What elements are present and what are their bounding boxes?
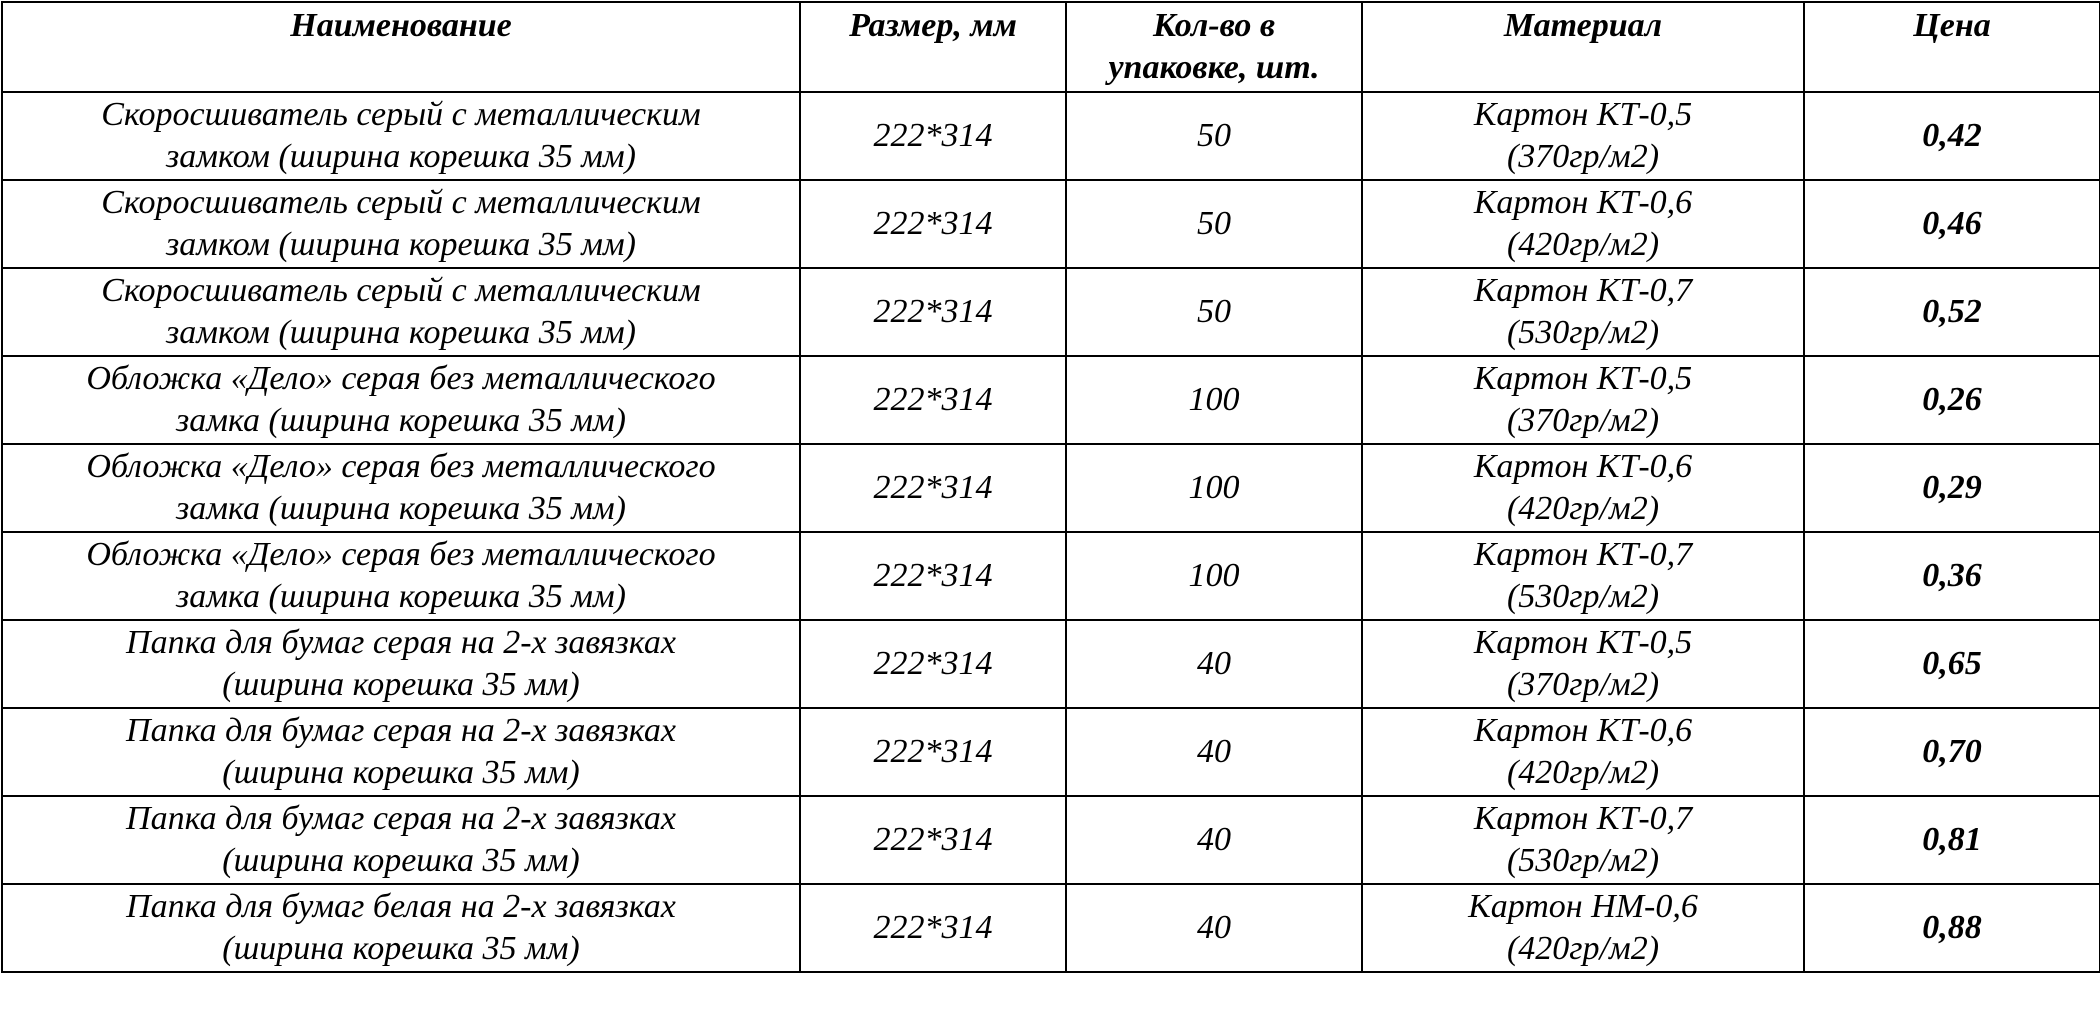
- table-body: [2, 92, 2100, 972]
- price-text: 0,42: [1922, 117, 1982, 154]
- material-line1-text: Картон КТ-0,5: [1473, 96, 1693, 133]
- price-text: 0,88: [1922, 909, 1982, 946]
- qty-cell: [1066, 92, 1362, 180]
- size-text: 222*314: [873, 469, 993, 506]
- table-row: [2, 532, 2100, 620]
- size-text: 222*314: [873, 821, 993, 858]
- qty-text: 100: [1188, 381, 1240, 418]
- table-row: [2, 796, 2100, 884]
- table-row: [2, 620, 2100, 708]
- header-qty-label-line1: Кол-во в: [1152, 7, 1276, 44]
- price-cell: [1804, 444, 2100, 532]
- qty-text: 40: [1197, 733, 1231, 770]
- material-cell: [1362, 620, 1804, 708]
- price-text: 0,52: [1922, 293, 1982, 330]
- price-text: 0,29: [1922, 469, 1982, 506]
- material-cell: [1362, 268, 1804, 356]
- name-cell: [2, 92, 800, 180]
- name-line2-text: замком (ширина корешка 35 мм): [166, 138, 636, 175]
- name-line1-text: Папка для бумаг серая на 2-х завязках: [126, 800, 676, 837]
- qty-cell: [1066, 356, 1362, 444]
- header-price: [1804, 2, 2100, 92]
- name-line1-text: Папка для бумаг серая на 2-х завязках: [126, 712, 676, 749]
- material-line1-text: Картон КТ-0,6: [1473, 184, 1693, 221]
- table-header: [2, 2, 2100, 92]
- size-cell: [800, 884, 1066, 972]
- table-row: [2, 708, 2100, 796]
- name-cell: [2, 356, 800, 444]
- size-cell: [800, 180, 1066, 268]
- price-cell: [1804, 620, 2100, 708]
- name-line2-text: замком (ширина корешка 35 мм): [166, 314, 636, 351]
- name-cell: [2, 620, 800, 708]
- price-cell: [1804, 92, 2100, 180]
- material-line1-text: Картон КТ-0,7: [1473, 272, 1693, 309]
- qty-text: 100: [1188, 557, 1240, 594]
- header-name: [2, 2, 800, 92]
- price-text: 0,26: [1922, 381, 1982, 418]
- qty-cell: [1066, 180, 1362, 268]
- material-cell: [1362, 92, 1804, 180]
- qty-text: 40: [1197, 909, 1231, 946]
- name-line1-text: Обложка «Дело» серая без металлического: [86, 536, 716, 573]
- price-text: 0,81: [1922, 821, 1982, 858]
- material-cell: [1362, 884, 1804, 972]
- qty-text: 50: [1197, 205, 1231, 242]
- table-row: [2, 884, 2100, 972]
- header-size: [800, 2, 1066, 92]
- header-qty: [1066, 2, 1362, 92]
- name-cell: [2, 444, 800, 532]
- table-row: [2, 444, 2100, 532]
- size-text: 222*314: [873, 117, 993, 154]
- size-cell: [800, 796, 1066, 884]
- header-size-label: Размер, мм: [849, 7, 1017, 44]
- price-cell: [1804, 180, 2100, 268]
- name-line1-text: Скоросшиватель серый с металлическим: [101, 96, 701, 133]
- material-line2-text: (420гр/м2): [1506, 930, 1660, 967]
- name-line1-text: Скоросшиватель серый с металлическим: [101, 184, 701, 221]
- qty-text: 40: [1197, 821, 1231, 858]
- qty-text: 100: [1188, 469, 1240, 506]
- qty-text: 40: [1197, 645, 1231, 682]
- name-line1-text: Обложка «Дело» серая без металлического: [86, 448, 716, 485]
- name-line2-text: замка (ширина корешка 35 мм): [175, 490, 627, 527]
- qty-cell: [1066, 268, 1362, 356]
- qty-text: 50: [1197, 117, 1231, 154]
- material-cell: [1362, 444, 1804, 532]
- name-cell: [2, 796, 800, 884]
- name-line1-text: Обложка «Дело» серая без металлического: [86, 360, 716, 397]
- price-table: [1, 1, 2100, 973]
- size-cell: [800, 532, 1066, 620]
- name-line2-text: (ширина корешка 35 мм): [222, 666, 580, 703]
- material-line1-text: Картон КТ-0,6: [1473, 448, 1693, 485]
- size-text: 222*314: [873, 293, 993, 330]
- price-cell: [1804, 532, 2100, 620]
- price-text: 0,70: [1922, 733, 1982, 770]
- price-text: 0,65: [1922, 645, 1982, 682]
- material-line2-text: (370гр/м2): [1506, 666, 1660, 703]
- material-line1-text: Картон КТ-0,5: [1473, 360, 1693, 397]
- qty-cell: [1066, 884, 1362, 972]
- qty-cell: [1066, 796, 1362, 884]
- table-row: [2, 180, 2100, 268]
- material-line2-text: (420гр/м2): [1506, 490, 1660, 527]
- name-line1-text: Папка для бумаг белая на 2-х завязках: [126, 888, 676, 925]
- name-line2-text: (ширина корешка 35 мм): [222, 754, 580, 791]
- header-material: [1362, 2, 1804, 92]
- name-line1-text: Папка для бумаг серая на 2-х завязках: [126, 624, 676, 661]
- material-line2-text: (530гр/м2): [1506, 578, 1660, 615]
- material-cell: [1362, 356, 1804, 444]
- price-text: 0,36: [1922, 557, 1982, 594]
- material-line2-text: (530гр/м2): [1506, 842, 1660, 879]
- size-text: 222*314: [873, 557, 993, 594]
- material-line2-text: (420гр/м2): [1506, 754, 1660, 791]
- header-qty-label-line2: упаковке, шт.: [1108, 49, 1320, 86]
- qty-text: 50: [1197, 293, 1231, 330]
- size-cell: [800, 708, 1066, 796]
- name-line1-text: Скоросшиватель серый с металлическим: [101, 272, 701, 309]
- name-line2-text: замком (ширина корешка 35 мм): [166, 226, 636, 263]
- size-text: 222*314: [873, 645, 993, 682]
- size-text: 222*314: [873, 909, 993, 946]
- material-line2-text: (530гр/м2): [1506, 314, 1660, 351]
- qty-cell: [1066, 532, 1362, 620]
- qty-cell: [1066, 444, 1362, 532]
- name-line2-text: (ширина корешка 35 мм): [222, 930, 580, 967]
- name-cell: [2, 268, 800, 356]
- name-cell: [2, 708, 800, 796]
- name-cell: [2, 180, 800, 268]
- header-name-label: Наименование: [290, 7, 512, 44]
- size-text: 222*314: [873, 733, 993, 770]
- size-cell: [800, 620, 1066, 708]
- material-line2-text: (420гр/м2): [1506, 226, 1660, 263]
- price-cell: [1804, 796, 2100, 884]
- name-cell: [2, 532, 800, 620]
- price-cell: [1804, 884, 2100, 972]
- name-line2-text: замка (ширина корешка 35 мм): [175, 578, 627, 615]
- price-cell: [1804, 708, 2100, 796]
- header-price-label: Цена: [1913, 7, 1991, 44]
- material-line1-text: Картон НМ-0,6: [1468, 888, 1698, 925]
- name-line2-text: (ширина корешка 35 мм): [222, 842, 580, 879]
- size-cell: [800, 444, 1066, 532]
- price-cell: [1804, 356, 2100, 444]
- name-line2-text: замка (ширина корешка 35 мм): [175, 402, 627, 439]
- header-material-label: Материал: [1503, 7, 1663, 44]
- material-line2-text: (370гр/м2): [1506, 138, 1660, 175]
- table-row: [2, 356, 2100, 444]
- material-line1-text: Картон КТ-0,5: [1473, 624, 1693, 661]
- price-text: 0,46: [1922, 205, 1982, 242]
- size-text: 222*314: [873, 205, 993, 242]
- material-line1-text: Картон КТ-0,6: [1473, 712, 1693, 749]
- material-cell: [1362, 708, 1804, 796]
- size-text: 222*314: [873, 381, 993, 418]
- table-row: [2, 92, 2100, 180]
- material-line2-text: (370гр/м2): [1506, 402, 1660, 439]
- material-cell: [1362, 180, 1804, 268]
- header-row: [2, 2, 2100, 92]
- price-cell: [1804, 268, 2100, 356]
- size-cell: [800, 92, 1066, 180]
- material-cell: [1362, 532, 1804, 620]
- size-cell: [800, 268, 1066, 356]
- qty-cell: [1066, 708, 1362, 796]
- table-row: [2, 268, 2100, 356]
- material-cell: [1362, 796, 1804, 884]
- material-line1-text: Картон КТ-0,7: [1473, 800, 1693, 837]
- material-line1-text: Картон КТ-0,7: [1473, 536, 1693, 573]
- size-cell: [800, 356, 1066, 444]
- qty-cell: [1066, 620, 1362, 708]
- name-cell: [2, 884, 800, 972]
